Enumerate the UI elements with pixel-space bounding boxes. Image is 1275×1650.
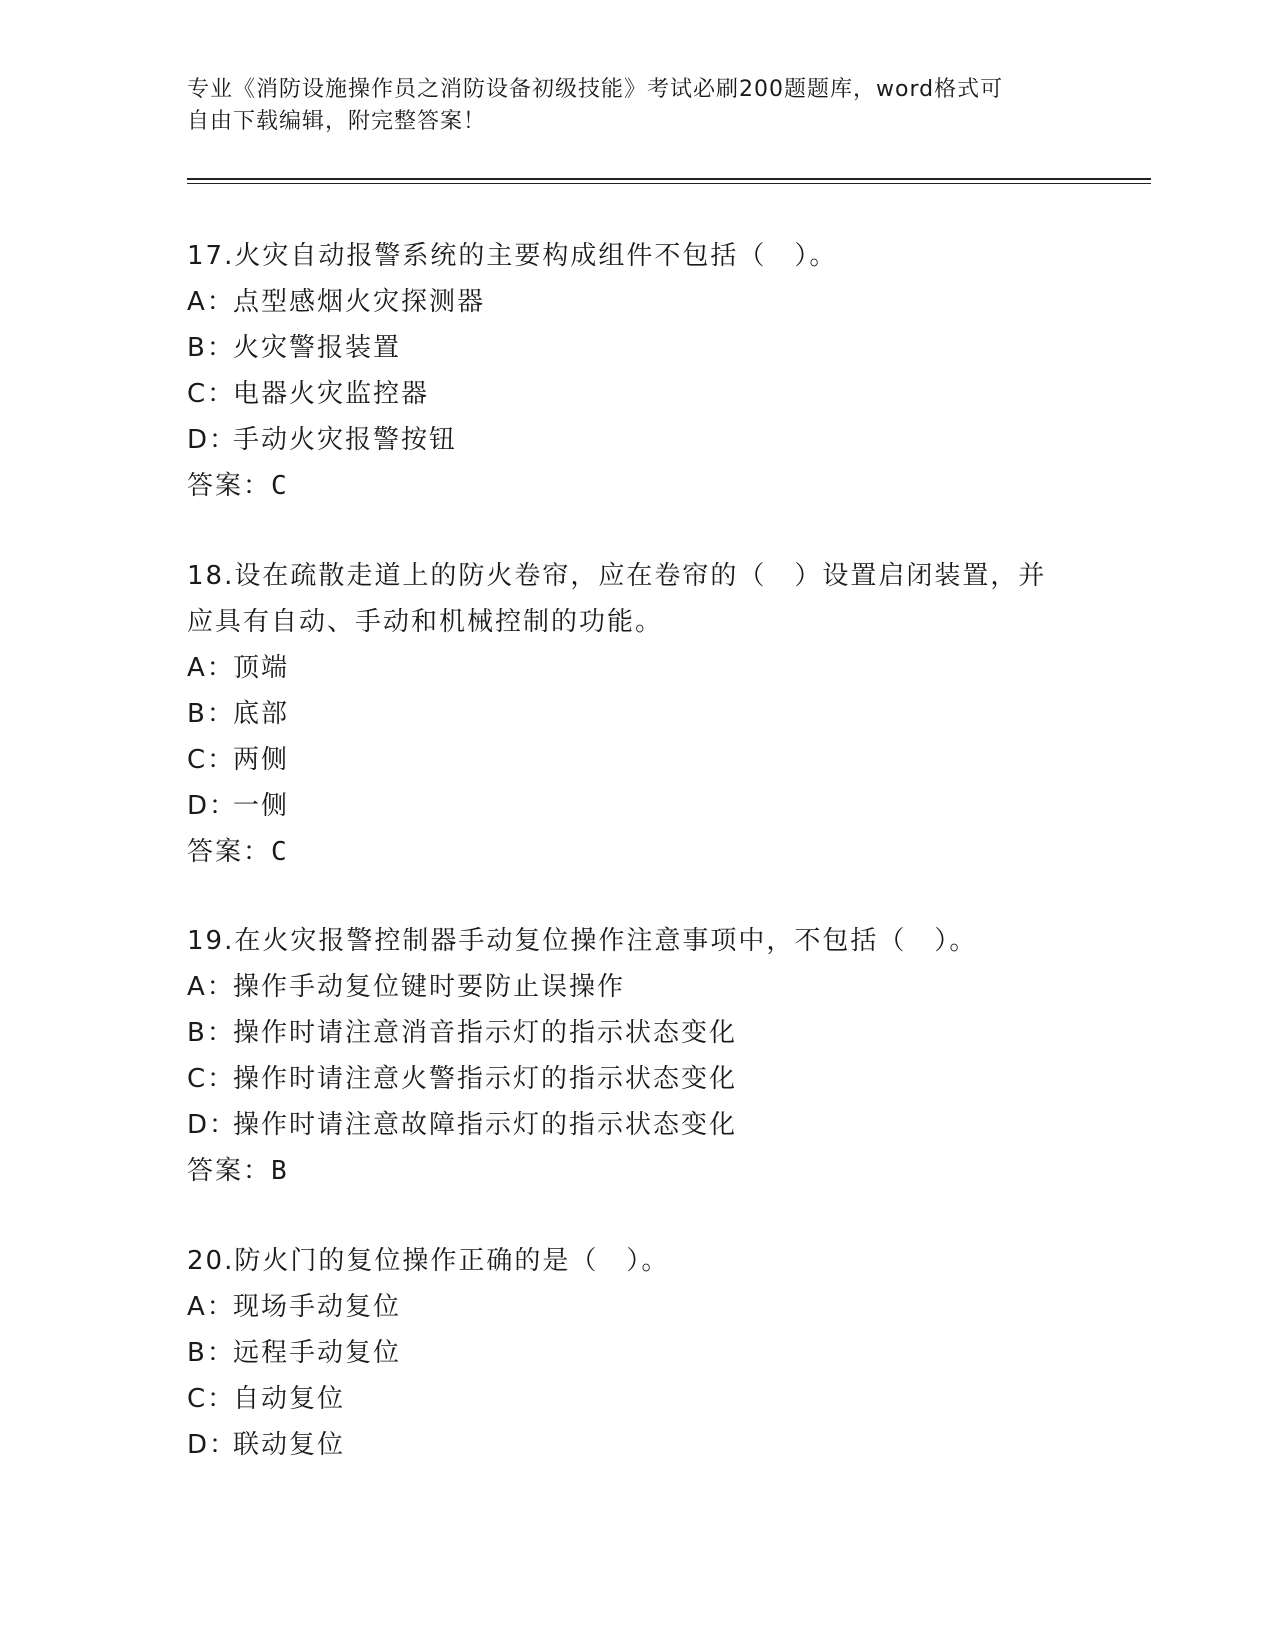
- option-letter: C：: [187, 1064, 236, 1094]
- question-stem-continued: 应具有自动、手动和机械控制的功能。: [187, 607, 664, 637]
- option-letter: B：: [187, 1018, 235, 1048]
- question-stem: 17.火灾自动报警系统的主要构成组件不包括（ ）。: [187, 241, 838, 271]
- option-letter: A：: [187, 287, 235, 317]
- question-stem: 20.防火门的复位操作正确的是（ ）。: [187, 1246, 670, 1276]
- header-divider-thick: [187, 178, 1151, 180]
- option-letter: D：: [187, 425, 238, 455]
- question-stem: 18.设在疏散走道上的防火卷帘，应在卷帘的（ ）设置启闭装置，并: [187, 561, 1047, 591]
- option-letter: A：: [187, 972, 235, 1002]
- option-letter: C：: [187, 1384, 236, 1414]
- option-text: 顶端: [233, 653, 290, 683]
- question-stem: 19.在火灾报警控制器手动复位操作注意事项中，不包括（ ）。: [187, 926, 978, 956]
- option-text: 联动复位: [233, 1430, 346, 1460]
- option-text: 手动火灾报警按钮: [233, 425, 458, 455]
- option-text: 自动复位: [233, 1384, 346, 1414]
- answer-value: B: [271, 1156, 289, 1186]
- option-letter: D：: [187, 1110, 238, 1140]
- answer-label: 答案：: [187, 1156, 272, 1186]
- option-text: 点型感烟火灾探测器: [233, 287, 486, 317]
- option-a: [187, 279, 1087, 325]
- option-letter: B：: [187, 1338, 235, 1368]
- answer-value: C: [271, 837, 289, 867]
- option-text: 远程手动复位: [233, 1338, 402, 1368]
- option-letter: B：: [187, 333, 235, 363]
- option-letter: C：: [187, 745, 236, 775]
- option-text: 电器火灾监控器: [233, 379, 430, 409]
- option-letter: D：: [187, 791, 238, 821]
- question-17: [187, 233, 1087, 509]
- option-letter: A：: [187, 653, 235, 683]
- header-divider-thin: [187, 183, 1151, 184]
- answer-label: 答案：: [187, 837, 272, 867]
- question-20: [187, 1238, 1087, 1468]
- option-a: [187, 645, 1087, 691]
- option-c: [187, 737, 1087, 783]
- option-text: 操作时请注意火警指示灯的指示状态变化: [233, 1064, 738, 1094]
- option-b: [187, 1330, 1087, 1376]
- option-d: [187, 1422, 1087, 1468]
- answer-line: [187, 1148, 1087, 1194]
- answer-label: 答案：: [187, 471, 272, 501]
- option-d: [187, 783, 1087, 829]
- option-letter: B：: [187, 699, 235, 729]
- option-text: 现场手动复位: [233, 1292, 402, 1322]
- option-c: [187, 1056, 1087, 1102]
- option-a: [187, 1284, 1087, 1330]
- option-text: 火灾警报装置: [233, 333, 402, 363]
- option-text: 操作时请注意故障指示灯的指示状态变化: [233, 1110, 738, 1140]
- option-d: [187, 1102, 1087, 1148]
- option-text: 底部: [233, 699, 290, 729]
- header-line-2: 自由下载编辑，附完整答案！: [187, 109, 487, 134]
- option-c: [187, 371, 1087, 417]
- option-c: [187, 1376, 1087, 1422]
- question-18: [187, 553, 1087, 875]
- option-d: [187, 417, 1087, 463]
- question-19: [187, 918, 1087, 1194]
- option-letter: D：: [187, 1430, 238, 1460]
- answer-value: C: [271, 471, 289, 501]
- option-letter: A：: [187, 1292, 235, 1322]
- document-header: [187, 74, 1087, 138]
- option-text: 两侧: [233, 745, 290, 775]
- option-letter: C：: [187, 379, 236, 409]
- option-text: 一侧: [233, 791, 290, 821]
- option-a: [187, 964, 1087, 1010]
- option-b: [187, 325, 1087, 371]
- header-line-1: 专业《消防设施操作员之消防设备初级技能》考试必刷200题题库，word格式可: [187, 77, 1004, 102]
- option-text: 操作时请注意消音指示灯的指示状态变化: [233, 1018, 738, 1048]
- answer-line: [187, 829, 1087, 875]
- answer-line: [187, 463, 1087, 509]
- option-text: 操作手动复位键时要防止误操作: [233, 972, 626, 1002]
- option-b: [187, 691, 1087, 737]
- option-b: [187, 1010, 1087, 1056]
